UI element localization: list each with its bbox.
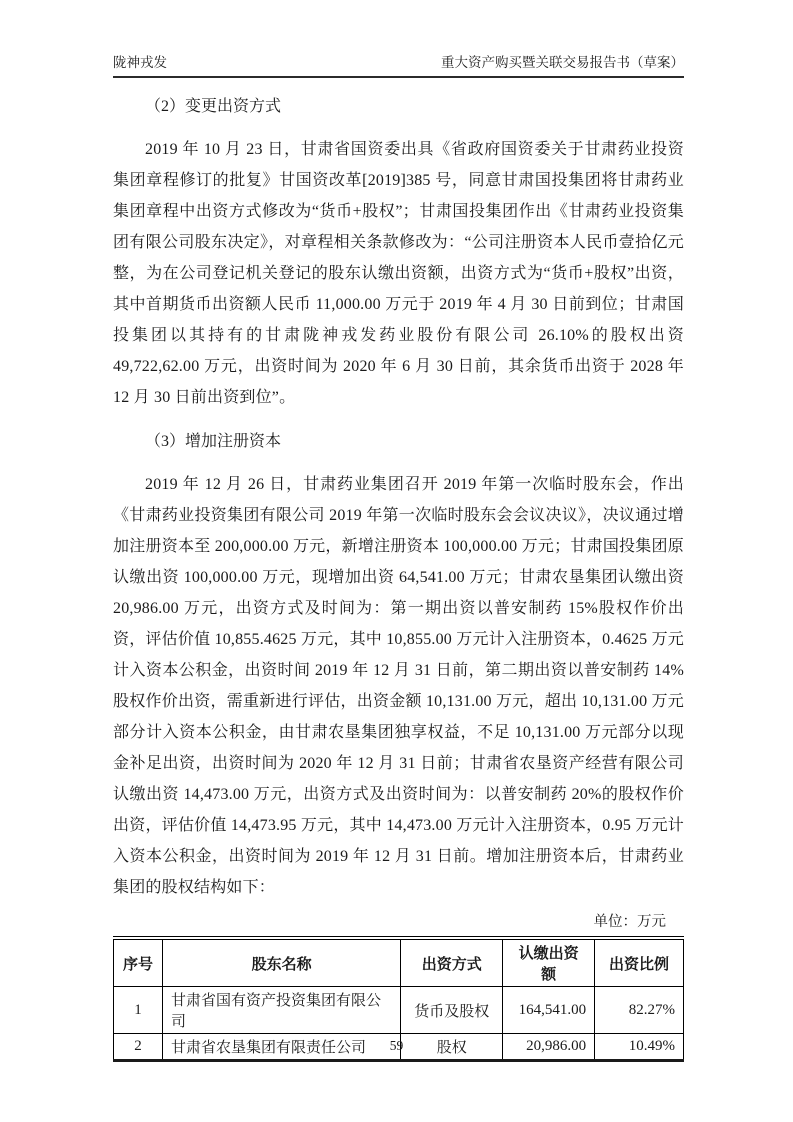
header-cell-seq: 序号 [114,938,163,987]
content-column [113,0,684,1062]
cell-contribution-mode: 股权 [401,1034,503,1061]
cell-shareholder-name: 甘肃省国有资产投资集团有限公司 [163,987,401,1034]
cell-subscribed-amount: 20,986.00 [503,1034,595,1061]
cell-seq: 2 [114,1034,163,1061]
table-row [114,987,684,1034]
table-unit-label: 单位：万元 [593,914,666,930]
page-number: 59 [389,1038,404,1053]
header-cell-contribution-mode: 出资方式 [401,938,503,987]
cell-subscribed-amount: 164,541.00 [503,987,595,1034]
cell-contribution-mode: 货币及股权 [401,987,503,1034]
header-right-title: 重大资产购买暨关联交易报告书（草案） [441,55,684,70]
cell-contribution-ratio: 10.49% [595,1034,684,1061]
header-cell-contribution-ratio: 出资比例 [595,938,684,987]
header-cell-shareholder-name: 股东名称 [163,938,401,987]
paragraph-change-contribution-method: 2019 年 10 月 23 日，甘肃省国资委出具《省政府国资委关于甘肃药业投资集团章程修订的批复》甘国资改革[2019]385 号，同意甘肃国投集团将甘肃药业集团章程中出资方式修改为“货币+股权”；甘肃国投集团作出《甘肃药业投资集团有限公司股东决定》，对章程相关条款修改为：“公司注册资本人民币壹拾亿元整，为在公司登记机关登记的股东认缴出资额，出资方式为“货币+股权”出资，其中首期货币出资额人民币 11,000.00 万元于 2019 年 4 月 30 日前到位；甘肃国投集团以其持有的甘肃陇神戎发药业股份有限公司 26.10%的股权出资 49,722,62.00 万元，出资时间为 2020 年 6 月 30 日前，其余货币出资于 2028 年 12 月 30 日前出资到位”。 [113,141,684,406]
cell-shareholder-name: 甘肃省农垦集团有限责任公司 [163,1034,401,1061]
section-heading-change-contribution-method: （2）变更出资方式 [145,98,282,115]
paragraph-increase-registered-capital: 2019 年 12 月 26 日，甘肃药业集团召开 2019 年第一次临时股东会，作出《甘肃药业投资集团有限公司 2019 年第一次临时股东会会议决议》，决议通过增加注册资本至 200,000.00 万元，新增注册资本 100,000.00 万元；甘肃国投集团原认缴出资 100,000.00 万元，现增加出资 64,541.00 万元；甘肃农垦集团认缴出资 20,986.00 万元，出资方式及时间为：第一期出资以普安制药 15%股权作价出资，评估价值 10,855.4625 万元，其中 10,855.00 万元计入注册资本，0.4625 万元计入资本公积金，出资时间 2019 年 12 月 31 日前，第二期出资以普安制药 14%股权作价出资，需重新进行评估，出资金额 10,131.00 万元，超出 10,131.00 万元部分计入资本公积金，由甘肃农垦集团独享权益，不足 10,131.00 万元部分以现金补足出资，出资时间为 2020 年 12 月 31 日前；甘肃省农垦资产经营有限公司认缴出资 14,473.00 万元，出资方式及出资时间为：以普安制药 20%的股权作价出资，评估价值 14,473.95 万元，其中 14,473.00 万元计入注册资本，0.95 万元计入资本公积金，出资时间为 2019 年 12 月 31 日前。增加注册资本后，甘肃药业集团的股权结构如下： [113,476,684,896]
cell-contribution-ratio: 82.27% [595,987,684,1034]
section-heading-increase-registered-capital: （3）增加注册资本 [145,433,282,450]
page-header [113,0,684,78]
table-header-row [114,938,684,987]
header-left-title: 陇神戎发 [113,55,167,70]
cell-seq: 1 [114,987,163,1034]
header-cell-subscribed-amount: 认缴出资额 [503,938,595,987]
